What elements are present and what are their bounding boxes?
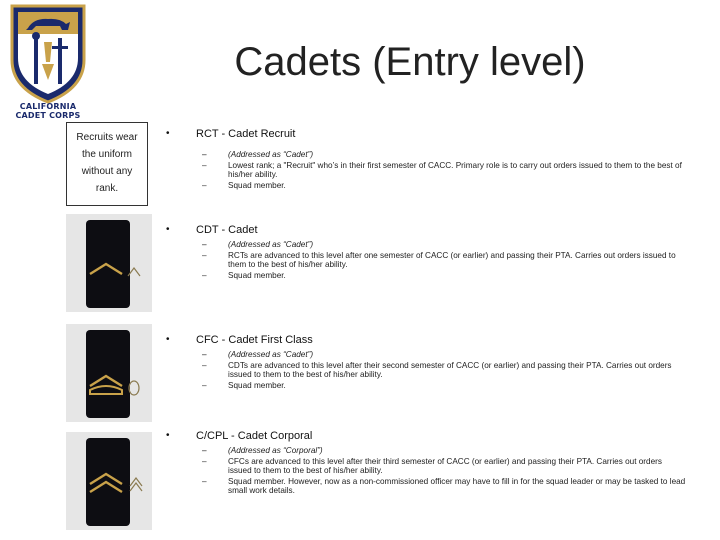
rank-item: – (Addressed as “Cadet”) (202, 240, 314, 249)
rank-title: RCT - Cadet Recruit (196, 128, 296, 140)
rank-section-recruit (166, 128, 686, 190)
logo-text-line1: CALIFORNIA (19, 102, 77, 111)
cadet-first-class-insignia-image (66, 324, 152, 422)
rank-item: – Squad member. (202, 270, 286, 280)
rank-title: CDT - Cadet (196, 224, 258, 236)
rank-section-cadet-corporal (166, 430, 686, 496)
rank-item: – RCTs are advanced to this level after one semester of CACC (or earlier) and passing their PTA. Carries out orders issued to them to the best of his/her ability. (202, 250, 676, 270)
cadet-insignia-image (66, 214, 152, 312)
bullet-icon: • (166, 430, 170, 441)
cadet-corporal-insignia-image (66, 432, 152, 530)
logo-text-line2: CADET CORPS (15, 111, 81, 120)
rank-item: – CDTs are advanced to this level after their second semester of CACC (or earlier) and passing their PTA. Carries out orders issued to them to the best of his/her ability. (202, 360, 672, 380)
bullet-icon: • (166, 128, 170, 139)
recruit-note-box (66, 122, 148, 206)
bullet-icon: • (166, 334, 170, 345)
rank-item: – (Addressed as “Cadet”) (202, 350, 314, 359)
rank-item: – Squad member. (202, 380, 286, 390)
rank-item: – Lowest rank; a "Recruit" who’s in their first semester of CACC. Primary role is to carry out orders issued to them to the best of his/her ability. (202, 160, 682, 180)
rank-title: C/CPL - Cadet Corporal (196, 430, 313, 442)
rank-item: – Squad member. (202, 180, 286, 190)
rank-item: – Squad member. However, now as a non-commissioned officer may have to fill in for the squad leader or may be tasked to lead small work details. (202, 476, 686, 496)
recruit-note-text: Recruits wear the uniform without any rank. (76, 132, 138, 194)
rank-title: CFC - Cadet First Class (196, 334, 313, 346)
rank-section-cadet (166, 224, 686, 280)
rank-item: – CFCs are advanced to this level after their third semester of CACC (or earlier) and passing their PTA. Carries out orders issued to them to the best of his/her ability. (202, 456, 662, 476)
bullet-icon: • (166, 224, 170, 235)
rank-section-cadet-first-class (166, 334, 686, 390)
rank-item: – (Addressed as “Cadet”) (202, 150, 314, 159)
rank-item: – (Addressed as “Corporal”) (202, 446, 323, 455)
page-title: Cadets (Entry level) (234, 40, 586, 84)
